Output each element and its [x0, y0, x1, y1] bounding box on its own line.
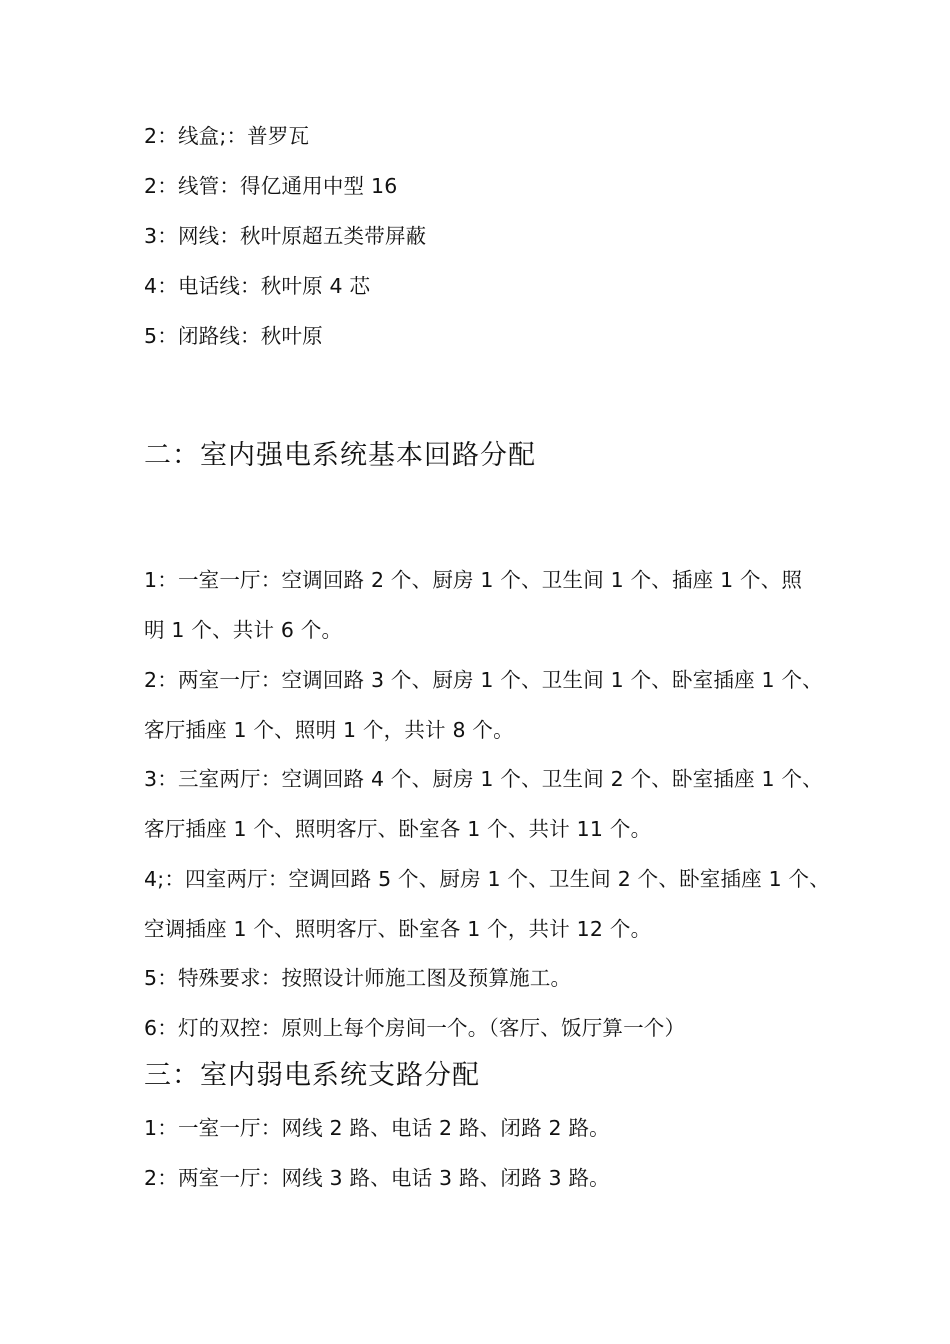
section-heading-power: 二：室内强电系统基本回路分配: [144, 440, 536, 471]
power-line-7: 4;：四室两厅：空调回路 5 个、厨房 1 个、卫生间 2 个、卧室插座 1 个、: [144, 867, 830, 891]
power-line-5: 3：三室两厅：空调回路 4 个、厨房 1 个、卫生间 2 个、卧室插座 1 个、: [144, 767, 823, 791]
power-line-4: 客厅插座 1 个、照明 1 个，共计 8 个。: [144, 718, 514, 742]
power-line-2: 明 1 个、共计 6 个。: [144, 618, 343, 642]
power-line-9: 5：特殊要求：按照设计师施工图及预算施工。: [144, 966, 572, 990]
material-item-cctv-cable: 5：闭路线：秋叶原: [144, 324, 323, 348]
section-heading-low-voltage: 三：室内弱电系统支路分配: [144, 1060, 480, 1091]
power-line-6: 客厅插座 1 个、照明客厅、卧室各 1 个、共计 11 个。: [144, 817, 652, 841]
material-item-line-box: 2：线盒;：普罗瓦: [144, 124, 310, 148]
power-line-3: 2：两室一厅：空调回路 3 个、厨房 1 个、卫生间 1 个、卧室插座 1 个、: [144, 668, 823, 692]
material-item-network-cable: 3：网线：秋叶原超五类带屏蔽: [144, 224, 427, 248]
low-voltage-line-2: 2：两室一厅：网线 3 路、电话 3 路、闭路 3 路。: [144, 1166, 610, 1190]
low-voltage-line-1: 1：一室一厅：网线 2 路、电话 2 路、闭路 2 路。: [144, 1116, 610, 1140]
power-line-1: 1：一室一厅：空调回路 2 个、厨房 1 个、卫生间 1 个、插座 1 个、照: [144, 568, 803, 592]
material-item-conduit: 2：线管：得亿通用中型 16: [144, 174, 398, 198]
material-item-phone-cable: 4：电话线：秋叶原 4 芯: [144, 274, 371, 298]
power-line-10: 6：灯的双控：原则上每个房间一个。（客厅、饭厅算一个）: [144, 1016, 686, 1040]
power-line-8: 空调插座 1 个、照明客厅、卧室各 1 个，共计 12 个。: [144, 917, 652, 941]
